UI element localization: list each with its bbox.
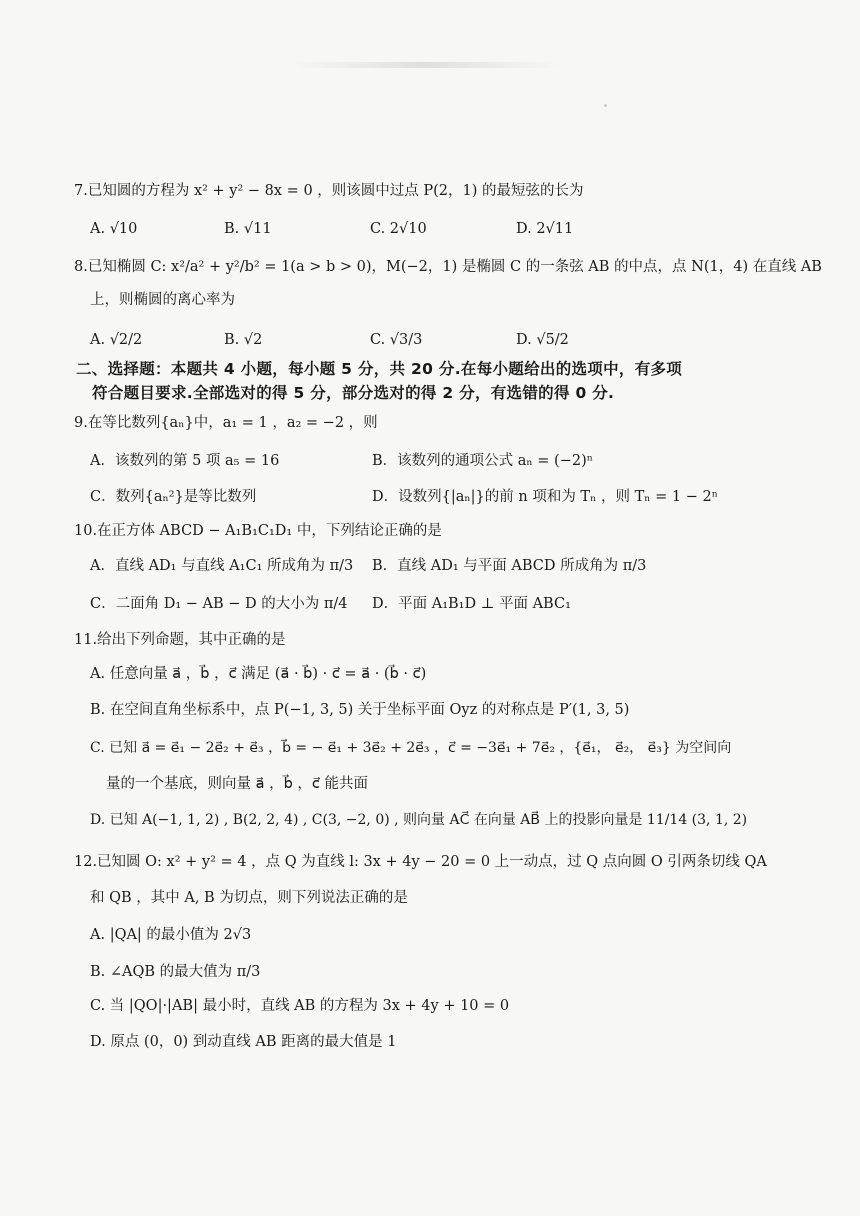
q8-stem-cont: 上，则椭圆的离心率为 — [90, 292, 235, 308]
q7-option-b: B. √11 — [224, 221, 272, 237]
q10-option-a: A．直线 AD₁ 与直线 A₁C₁ 所成角为 π/3 — [90, 558, 354, 574]
q9-stem: 9.在等比数列{aₙ}中，a₁ = 1 ，a₂ = −2 ，则 — [74, 415, 378, 431]
q12-option-a: A. |QA| 的最小值为 2√3 — [90, 927, 252, 943]
q7-stem: 7.已知圆的方程为 x² + y² − 8x = 0 ，则该圆中过点 P(2，1) 的最短弦的长为 — [74, 183, 584, 199]
q10-option-b: B．直线 AD₁ 与平面 ABCD 所成角为 π/3 — [372, 558, 647, 574]
q9-option-d: D．设数列{|aₙ|}的前 n 项和为 Tₙ ，则 Tₙ = 1 − 2ⁿ — [372, 489, 718, 505]
q11-stem: 11.给出下列命题，其中正确的是 — [74, 632, 286, 648]
section-heading: 二、选择题：本题共 4 小题，每小题 5 分，共 20 分.在每小题给出的选项中，有多项 — [76, 360, 683, 378]
q11-option-d: D. 已知 A(−1, 1, 2) , B(2, 2, 4) , C(3, −2, 0) , 则向量 AC⃗ 在向量 AB⃗ 上的投影向量是 11/14 (3, 1, 2) — [90, 812, 748, 828]
q7-option-d: D. 2√11 — [516, 221, 574, 237]
q11-option-c-cont: 量的一个基底，则向量 a⃗ ，b⃗ ，c⃗ 能共面 — [106, 776, 368, 792]
q8-option-c: C. √3/3 — [370, 332, 423, 348]
q10-option-d: D．平面 A₁B₁D ⊥ 平面 ABC₁ — [372, 596, 571, 612]
q11-option-c: C. 已知 a⃗ = e⃗₁ − 2e⃗₂ + e⃗₃ ，b⃗ = − e⃗₁ + 3e⃗₂ + 2e⃗₃ ，c⃗ = −3e⃗₁ + 7e⃗₂ ，{e⃗₁， e⃗₂， e⃗₃} 为空间向 — [90, 740, 732, 756]
q10-option-c: C．二面角 D₁ − AB − D 的大小为 π/4 — [90, 596, 348, 612]
q9-option-c: C．数列{aₙ²}是等比数列 — [90, 489, 257, 505]
q9-option-b: B．该数列的通项公式 aₙ = (−2)ⁿ — [372, 453, 594, 469]
q12-option-b: B. ∠AQB 的最大值为 π/3 — [90, 964, 261, 980]
q8-option-b: B. √2 — [224, 332, 263, 348]
q12-stem-cont: 和 QB ，其中 A, B 为切点，则下列说法正确的是 — [90, 890, 408, 906]
q12-option-c: C. 当 |QO|·|AB| 最小时，直线 AB 的方程为 3x + 4y + 10 = 0 — [90, 998, 510, 1014]
scan-speck — [604, 104, 607, 107]
q11-option-a: A. 任意向量 a⃗ ，b⃗ ，c⃗ 满足 (a⃗ · b⃗) · c⃗ = a⃗ · (b⃗ · c⃗) — [90, 666, 427, 682]
q10-stem: 10.在正方体 ABCD − A₁B₁C₁D₁ 中，下列结论正确的是 — [74, 523, 442, 539]
q7-option-c: C. 2√10 — [370, 221, 427, 237]
q8-option-a: A. √2/2 — [90, 332, 143, 348]
q11-option-b: B. 在空间直角坐标系中，点 P(−1, 3, 5) 关于坐标平面 Oyz 的对称点是 P′(1, 3, 5) — [90, 702, 630, 718]
section-heading-cont: 符合题目要求.全部选对的得 5 分，部分选对的得 2 分，有选错的得 0 分. — [92, 384, 615, 402]
q12-stem: 12.已知圆 O: x² + y² = 4 ，点 Q 为直线 l: 3x + 4y − 20 = 0 上一动点，过 Q 点向圆 O 引两条切线 QA — [74, 854, 767, 870]
q7-option-a: A. √10 — [90, 221, 138, 237]
q8-stem: 8.已知椭圆 C: x²/a² + y²/b² = 1(a > b > 0)，M(−2，1) 是椭圆 C 的一条弦 AB 的中点，点 N(1，4) 在直线 AB — [74, 259, 822, 275]
q8-option-d: D. √5/2 — [516, 332, 569, 348]
q12-option-d: D. 原点 (0，0) 到动直线 AB 距离的最大值是 1 — [90, 1034, 397, 1050]
scan-smudge — [290, 62, 560, 68]
q9-option-a: A．该数列的第 5 项 a₅ = 16 — [90, 453, 280, 469]
